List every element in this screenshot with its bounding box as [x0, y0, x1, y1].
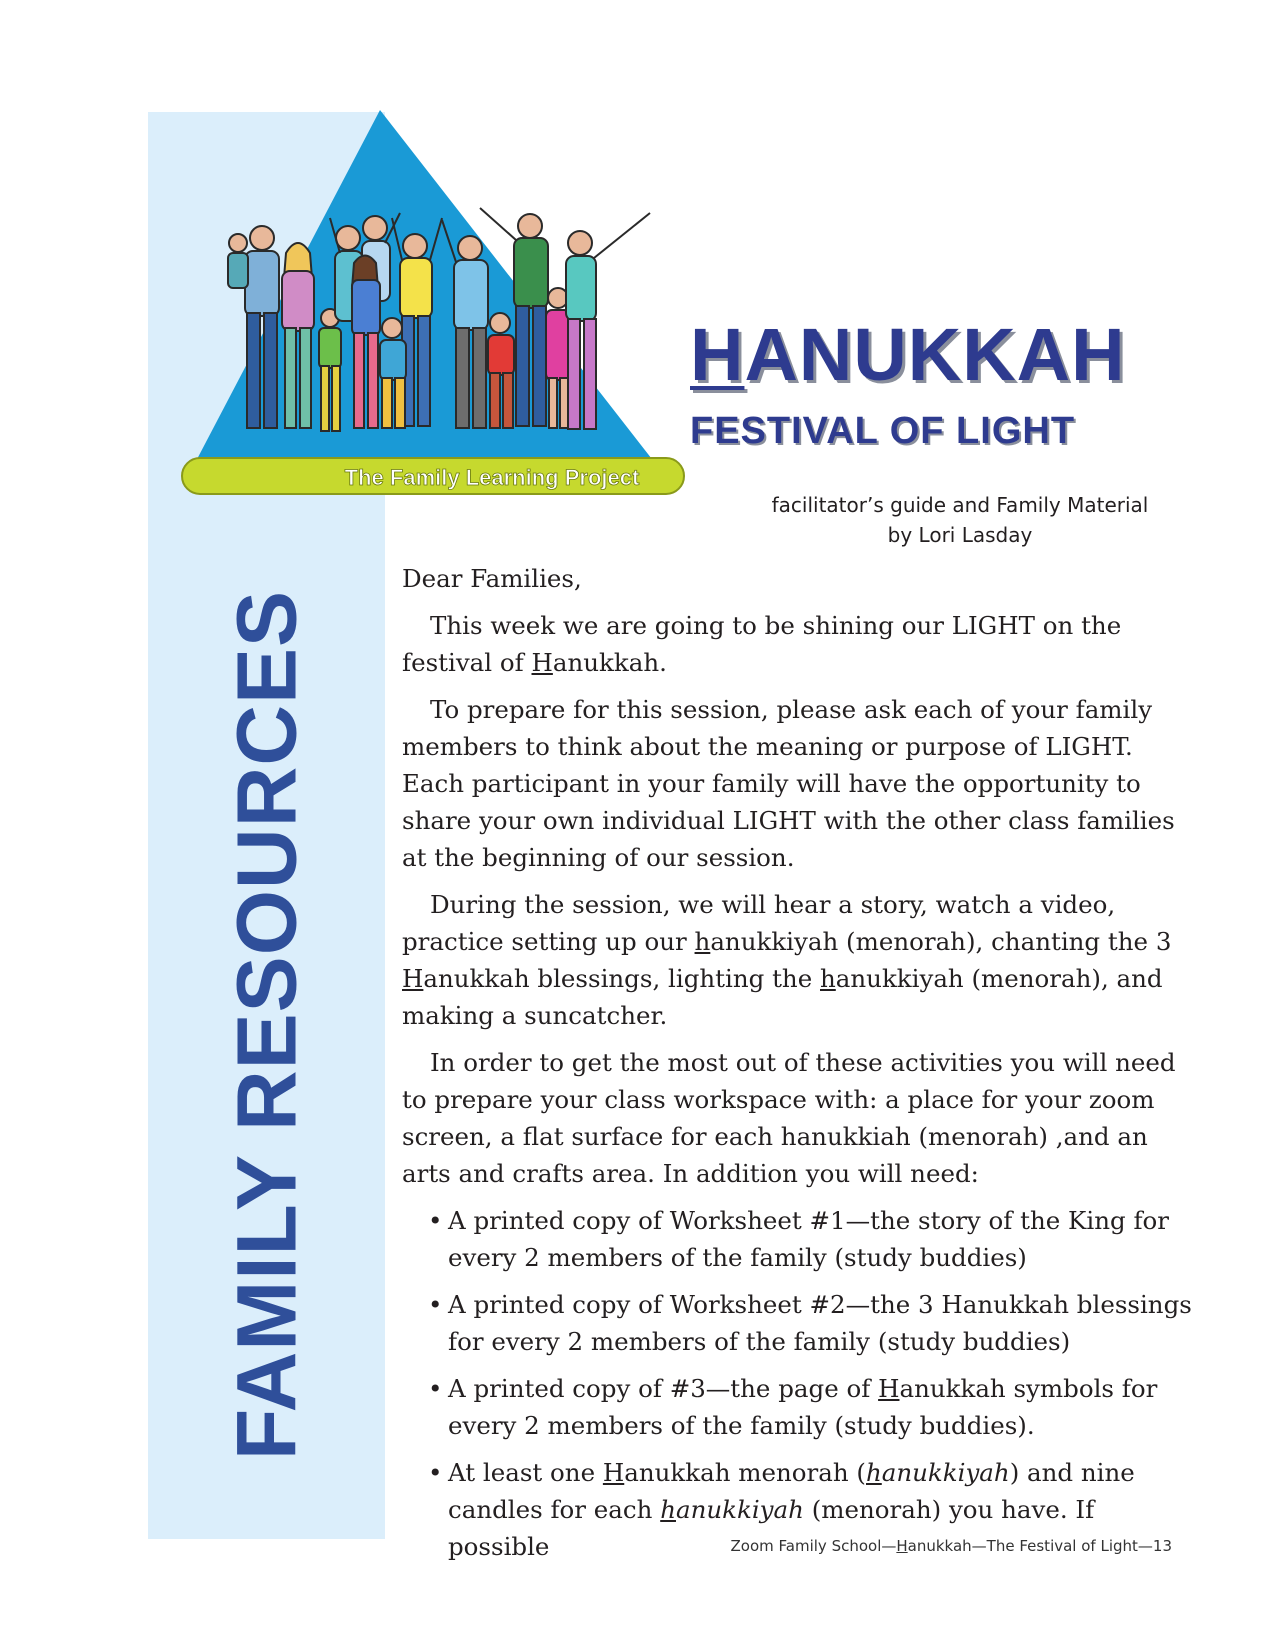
- greeting: Dear Families,: [402, 564, 582, 593]
- supplies-list: [402, 1202, 1192, 1565]
- page-title: HANUKKAH: [690, 313, 1126, 396]
- author-line: by Lori Lasday: [887, 523, 1033, 547]
- family-learning-project-logo: [180, 108, 710, 523]
- title-block: [690, 313, 1150, 453]
- list-item: • A printed copy of Worksheet #2—the 3 Hanukkah blessings for every 2 members of the family (study buddies): [402, 1286, 1192, 1360]
- paragraph-4: In order to get the most out of these activities you will need to prepare your class workspace with: a place for your zoom screen, a flat surface for each hanukkiah (menorah) ,and an arts and crafts area. In addition you will need:: [402, 1048, 1176, 1188]
- paragraph-3: During the session, we will hear a story, watch a video, practice setting up our hanukkiyah (menorah), chanting the 3 Hanukkah blessings, lighting the hanukkiyah (menorah), and making a suncatcher.: [402, 890, 1172, 1030]
- guide-credit: [700, 490, 1220, 550]
- letter-body: [402, 560, 1192, 1575]
- list-item: • At least one Hanukkah menorah (hanukkiyah) and nine candles for each hanukkiyah (menorah) you have. If possible: [402, 1454, 1192, 1565]
- paragraph-2: To prepare for this session, please ask each of your family members to think about the meaning or purpose of LIGHT. Each participant in your family will have the opportunity to share your own individual LIGHT with the other class families at the beginning of our session.: [402, 695, 1175, 872]
- page-subtitle: FESTIVAL OF LIGHT: [690, 410, 1076, 452]
- page-footer: Zoom Family School—Hanukkah—The Festival of Light—13: [730, 1537, 1172, 1555]
- sidebar-title: FAMILY RESOURCES: [219, 589, 313, 1461]
- list-item: • A printed copy of Worksheet #1—the story of the King for every 2 members of the family (study buddies): [402, 1202, 1192, 1276]
- list-item: • A printed copy of #3—the page of Hanukkah symbols for every 2 members of the family (study buddies).: [402, 1370, 1192, 1444]
- logo-banner-text: The Family Learning Project: [344, 465, 640, 490]
- guide-line: facilitator’s guide and Family Material: [771, 493, 1149, 517]
- paragraph-1: This week we are going to be shining our LIGHT on the festival of Hanukkah.: [402, 611, 1122, 677]
